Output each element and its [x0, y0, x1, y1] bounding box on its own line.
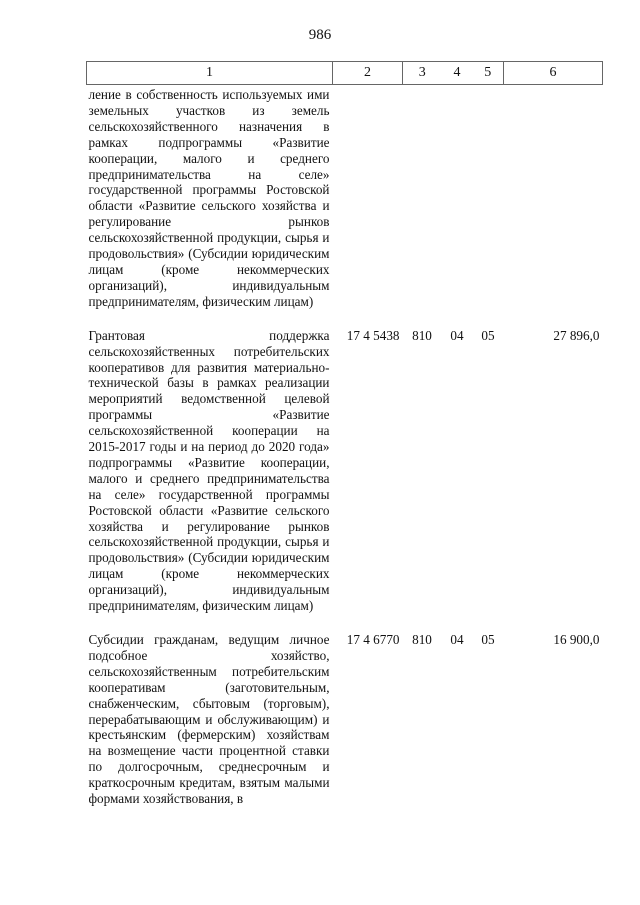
table-header-row: [87, 62, 603, 85]
header-col-1: 1: [87, 62, 333, 85]
row-amount: 27 896,0: [553, 327, 600, 343]
row-description: Грантовая поддержка сельскохозяйственных потребительских кооперативов для развития материально-технической базы в рамках реализации мероприятий ведомственной целевой программы «Развитие сельскохозяйственной кооперации на 2015-2017 годы и на период до 2020 года» подпрограммы «Развитие кооперации, малого и среднего предпринимательства на селе» государственной программы Ростовской области «Развитие сельского хозяйства и регулирование рынков сельскохозяйственной продукции, сырья и продовольствия» (Субсидии юридическим лицам (кроме некоммерческих организаций), индивидуальным предпринимателям, физическим лицам): [88, 327, 330, 614]
row-vr: [403, 85, 442, 310]
row-rz: [442, 85, 473, 310]
header-col-6: 6: [504, 62, 603, 85]
row-description-cell: [87, 630, 333, 807]
table-row: [87, 85, 603, 310]
row-description: Субсидии гражданам, ведущим личное подсобное хозяйство, сельскохозяйственным потребительским кооперативам (заготовительным, снабженческим, сбытовым (торговым), перерабатывающим и обслуживающим) и крестьянским (фермерским) хозяйствам на возмещение части процентной ставки по долгосрочным, среднесрочным и краткосрочным кредитам, взятым малыми формами хозяйствования, в: [88, 632, 330, 807]
header-col-5: 5: [473, 62, 504, 85]
table-row: [87, 326, 603, 614]
row-rz: 04: [450, 327, 464, 343]
header-col-3: 3: [403, 62, 442, 85]
row-description: ление в собственность используемых ими земельных участков из земель сельскохозяйственного назначения в рамках подпрограммы «Развитие кооперации, малого и среднего предпринимательства на селе» государственной программы Ростовской области «Развитие сельского хозяйства и регулирование рынков сельскохозяйственной продукции, сырья и продовольствия» (Субсидии юридическим лицам (кроме некоммерческих организаций), индивидуальным предпринимателям, физическим лицам): [88, 87, 330, 309]
header-col-4: 4: [442, 62, 473, 85]
row-code: [333, 85, 403, 310]
row-code: 17 4 6770: [346, 632, 400, 647]
row-spacer: [87, 614, 603, 630]
row-description-cell: [87, 85, 333, 310]
row-rz: 04: [450, 632, 464, 647]
budget-table: [86, 61, 603, 807]
row-amount: [504, 85, 603, 310]
row-amount: 16 900,0: [553, 632, 600, 647]
table-row: [87, 630, 603, 807]
row-spacer: [87, 310, 603, 326]
page-number: 986: [308, 27, 332, 43]
row-vr: 810: [412, 632, 432, 647]
row-code: 17 4 5438: [346, 327, 400, 343]
row-pr: [473, 85, 504, 310]
row-pr: 05: [481, 327, 495, 343]
header-col-2: 2: [333, 62, 403, 85]
row-pr: 05: [481, 632, 495, 647]
row-description-cell: [87, 326, 333, 614]
row-vr: 810: [412, 327, 432, 343]
